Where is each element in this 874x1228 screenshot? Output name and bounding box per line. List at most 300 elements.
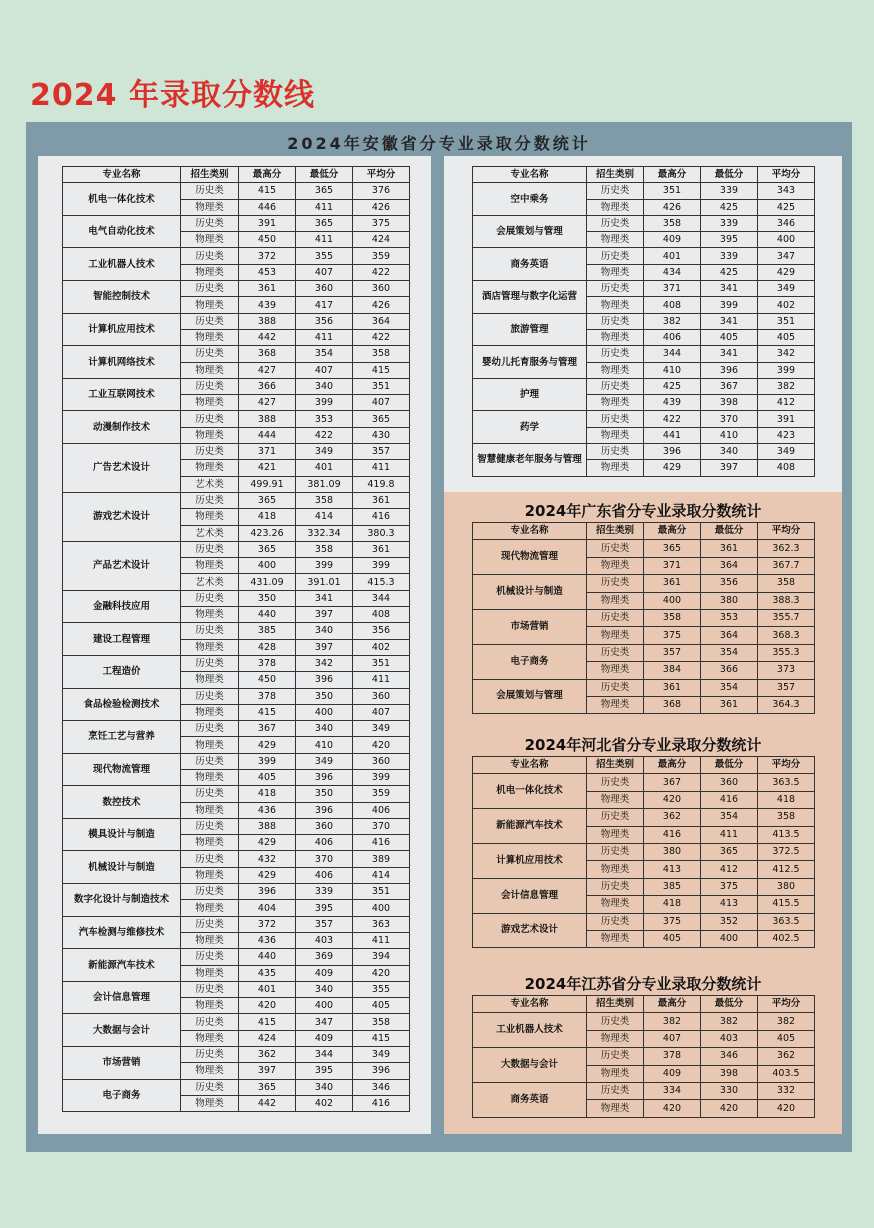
category-cell: 历史类 — [181, 541, 239, 557]
header-row — [473, 996, 815, 1013]
category-cell: 历史类 — [587, 215, 644, 231]
max-score-cell: 388 — [239, 818, 296, 834]
category-cell: 物理类 — [587, 861, 644, 878]
max-score-cell: 362 — [239, 1047, 296, 1063]
table-row — [473, 913, 815, 930]
table-row — [63, 721, 410, 737]
min-score-cell: 399 — [701, 297, 758, 313]
avg-score-cell: 411 — [353, 932, 410, 948]
avg-score-cell: 420 — [353, 965, 410, 981]
category-cell: 历史类 — [587, 774, 644, 791]
min-score-cell: 364 — [701, 557, 758, 574]
avg-score-cell: 355.7 — [758, 609, 815, 626]
table-row — [63, 851, 410, 867]
max-score-cell: 361 — [644, 575, 701, 592]
avg-score-cell: 426 — [353, 297, 410, 313]
max-score-cell: 439 — [644, 395, 701, 411]
min-score-cell: 344 — [296, 1047, 353, 1063]
header-major: 专业名称 — [473, 523, 587, 540]
category-cell: 物理类 — [181, 802, 239, 818]
major-name-cell: 电子商务 — [473, 644, 587, 679]
avg-score-cell: 394 — [353, 949, 410, 965]
category-cell: 物理类 — [587, 297, 644, 313]
avg-score-cell: 363.5 — [758, 774, 815, 791]
category-cell: 物理类 — [181, 509, 239, 525]
max-score-cell: 375 — [644, 627, 701, 644]
avg-score-cell: 358 — [353, 346, 410, 362]
major-name-cell: 计算机应用技术 — [473, 843, 587, 878]
table-row — [63, 655, 410, 671]
major-name-cell: 模具设计与制造 — [63, 818, 181, 851]
category-cell: 历史类 — [181, 1079, 239, 1095]
max-score-cell: 372 — [239, 248, 296, 264]
avg-score-cell: 430 — [353, 427, 410, 443]
major-name-cell: 机电一体化技术 — [63, 183, 181, 216]
max-score-cell: 442 — [239, 1095, 296, 1111]
table-row — [63, 981, 410, 997]
max-score-cell: 334 — [644, 1082, 701, 1099]
table-row — [473, 609, 815, 626]
avg-score-cell: 380.3 — [353, 525, 410, 541]
min-score-cell: 409 — [296, 1030, 353, 1046]
max-score-cell: 413 — [644, 861, 701, 878]
max-score-cell: 409 — [644, 232, 701, 248]
max-score-cell: 378 — [644, 1048, 701, 1065]
min-score-cell: 365 — [296, 183, 353, 199]
avg-score-cell: 359 — [353, 786, 410, 802]
category-cell: 历史类 — [587, 378, 644, 394]
avg-score-cell: 411 — [353, 672, 410, 688]
avg-score-cell: 349 — [353, 1047, 410, 1063]
min-score-cell: 330 — [701, 1082, 758, 1099]
min-score-cell: 346 — [701, 1048, 758, 1065]
max-score-cell: 429 — [644, 460, 701, 476]
category-cell: 历史类 — [587, 809, 644, 826]
min-score-cell: 396 — [296, 672, 353, 688]
category-cell: 历史类 — [587, 281, 644, 297]
max-score-cell: 397 — [239, 1063, 296, 1079]
anhui-left-table — [62, 166, 410, 1112]
table-row — [63, 1014, 410, 1030]
header-major: 专业名称 — [63, 167, 181, 183]
table-row — [63, 786, 410, 802]
table-row — [63, 492, 410, 508]
jiangsu-title: 2024年江苏省分专业录取分数统计 — [524, 975, 762, 993]
category-cell: 物理类 — [181, 900, 239, 916]
category-cell: 历史类 — [587, 878, 644, 895]
avg-score-cell: 418 — [758, 791, 815, 808]
table-row — [473, 411, 815, 427]
min-score-cell: 340 — [296, 1079, 353, 1095]
min-score-cell: 350 — [296, 688, 353, 704]
avg-score-cell: 408 — [758, 460, 815, 476]
avg-score-cell: 402 — [758, 297, 815, 313]
min-score-cell: 410 — [296, 737, 353, 753]
max-score-cell: 396 — [644, 444, 701, 460]
category-cell: 艺术类 — [181, 476, 239, 492]
anhui-title: 2024年安徽省分专业录取分数统计 — [287, 134, 591, 153]
major-name-cell: 大数据与会计 — [473, 1048, 587, 1083]
table-row — [63, 688, 410, 704]
min-score-cell: 425 — [701, 199, 758, 215]
avg-score-cell: 355 — [353, 981, 410, 997]
category-cell: 历史类 — [587, 1082, 644, 1099]
max-score-cell: 420 — [239, 998, 296, 1014]
max-score-cell: 357 — [644, 644, 701, 661]
category-cell: 历史类 — [181, 818, 239, 834]
table-row — [473, 878, 815, 895]
min-score-cell: 398 — [701, 1065, 758, 1082]
avg-score-cell: 359 — [353, 248, 410, 264]
avg-score-cell: 380 — [758, 878, 815, 895]
major-name-cell: 会展策划与管理 — [473, 215, 587, 248]
avg-score-cell: 365 — [353, 411, 410, 427]
header-max: 最高分 — [644, 996, 701, 1013]
category-cell: 历史类 — [587, 644, 644, 661]
min-score-cell: 339 — [701, 183, 758, 199]
min-score-cell: 354 — [701, 679, 758, 696]
min-score-cell: 396 — [296, 802, 353, 818]
min-score-cell: 340 — [296, 378, 353, 394]
min-score-cell: 422 — [296, 427, 353, 443]
avg-score-cell: 406 — [353, 802, 410, 818]
max-score-cell: 378 — [239, 655, 296, 671]
max-score-cell: 426 — [644, 199, 701, 215]
max-score-cell: 365 — [239, 492, 296, 508]
category-cell: 物理类 — [587, 1065, 644, 1082]
major-name-cell: 市场营销 — [473, 609, 587, 644]
max-score-cell: 372 — [239, 916, 296, 932]
category-cell: 历史类 — [587, 843, 644, 860]
avg-score-cell: 429 — [758, 264, 815, 280]
avg-score-cell: 382 — [758, 1013, 815, 1030]
min-score-cell: 411 — [296, 329, 353, 345]
major-name-cell: 智慧健康老年服务与管理 — [473, 444, 587, 477]
min-score-cell: 399 — [296, 395, 353, 411]
min-score-cell: 341 — [296, 590, 353, 606]
category-cell: 历史类 — [181, 916, 239, 932]
avg-score-cell: 332 — [758, 1082, 815, 1099]
min-score-cell: 403 — [296, 932, 353, 948]
major-name-cell: 电子商务 — [63, 1079, 181, 1112]
category-cell: 物理类 — [587, 557, 644, 574]
header-category: 招生类别 — [587, 167, 644, 183]
category-cell: 物理类 — [587, 826, 644, 843]
max-score-cell: 404 — [239, 900, 296, 916]
max-score-cell: 388 — [239, 411, 296, 427]
min-score-cell: 358 — [296, 541, 353, 557]
avg-score-cell: 342 — [758, 346, 815, 362]
max-score-cell: 396 — [239, 884, 296, 900]
min-score-cell: 360 — [296, 281, 353, 297]
major-name-cell: 婴幼儿托育服务与管理 — [473, 346, 587, 379]
min-score-cell: 405 — [701, 329, 758, 345]
min-score-cell: 349 — [296, 753, 353, 769]
max-score-cell: 375 — [644, 913, 701, 930]
table-row — [473, 378, 815, 394]
min-score-cell: 339 — [701, 215, 758, 231]
table-row — [473, 215, 815, 231]
table-row — [63, 541, 410, 557]
page-title: 2024 年录取分数线 — [30, 78, 315, 113]
category-cell: 历史类 — [587, 444, 644, 460]
avg-score-cell: 361 — [353, 541, 410, 557]
category-cell: 历史类 — [181, 313, 239, 329]
min-score-cell: 409 — [296, 965, 353, 981]
avg-score-cell: 407 — [353, 395, 410, 411]
min-score-cell: 361 — [701, 696, 758, 713]
table-row — [473, 540, 815, 557]
min-score-cell: 365 — [701, 843, 758, 860]
category-cell: 历史类 — [587, 313, 644, 329]
min-score-cell: 411 — [296, 232, 353, 248]
category-cell: 历史类 — [181, 884, 239, 900]
category-cell: 历史类 — [181, 444, 239, 460]
max-score-cell: 427 — [239, 362, 296, 378]
max-score-cell: 409 — [644, 1065, 701, 1082]
table-row — [473, 774, 815, 791]
category-cell: 物理类 — [587, 896, 644, 913]
major-name-cell: 食品检验检测技术 — [63, 688, 181, 721]
header-max: 最高分 — [239, 167, 296, 183]
major-name-cell: 数字化设计与制造技术 — [63, 884, 181, 917]
category-cell: 物理类 — [181, 232, 239, 248]
avg-score-cell: 415 — [353, 1030, 410, 1046]
avg-score-cell: 360 — [353, 753, 410, 769]
category-cell: 物理类 — [181, 737, 239, 753]
category-cell: 历史类 — [181, 753, 239, 769]
major-name-cell: 数控技术 — [63, 786, 181, 819]
avg-score-cell: 415.3 — [353, 574, 410, 590]
min-score-cell: 406 — [296, 835, 353, 851]
avg-score-cell: 413.5 — [758, 826, 815, 843]
category-cell: 物理类 — [181, 998, 239, 1014]
max-score-cell: 358 — [644, 609, 701, 626]
avg-score-cell: 358 — [353, 1014, 410, 1030]
table-row — [473, 843, 815, 860]
min-score-cell: 364 — [701, 627, 758, 644]
avg-score-cell: 412.5 — [758, 861, 815, 878]
max-score-cell: 405 — [239, 769, 296, 785]
category-cell: 历史类 — [181, 981, 239, 997]
avg-score-cell: 358 — [758, 809, 815, 826]
max-score-cell: 415 — [239, 183, 296, 199]
min-score-cell: 399 — [296, 558, 353, 574]
header-category: 招生类别 — [181, 167, 239, 183]
category-cell: 物理类 — [181, 362, 239, 378]
avg-score-cell: 363 — [353, 916, 410, 932]
max-score-cell: 371 — [644, 557, 701, 574]
max-score-cell: 422 — [644, 411, 701, 427]
anhui-right-table — [472, 166, 815, 477]
avg-score-cell: 349 — [353, 721, 410, 737]
major-name-cell: 现代物流管理 — [473, 540, 587, 575]
min-score-cell: 412 — [701, 861, 758, 878]
max-score-cell: 499.91 — [239, 476, 296, 492]
table-row — [63, 818, 410, 834]
min-score-cell: 411 — [701, 826, 758, 843]
category-cell: 物理类 — [181, 1030, 239, 1046]
min-score-cell: 366 — [701, 662, 758, 679]
min-score-cell: 381.09 — [296, 476, 353, 492]
category-cell: 物理类 — [181, 329, 239, 345]
avg-score-cell: 370 — [353, 818, 410, 834]
avg-score-cell: 399 — [353, 769, 410, 785]
max-score-cell: 435 — [239, 965, 296, 981]
avg-score-cell: 391 — [758, 411, 815, 427]
category-cell: 物理类 — [181, 297, 239, 313]
max-score-cell: 420 — [644, 791, 701, 808]
max-score-cell: 365 — [239, 1079, 296, 1095]
avg-score-cell: 415.5 — [758, 896, 815, 913]
category-cell: 艺术类 — [181, 574, 239, 590]
category-cell: 物理类 — [181, 395, 239, 411]
major-name-cell: 烹饪工艺与营养 — [63, 721, 181, 754]
min-score-cell: 355 — [296, 248, 353, 264]
avg-score-cell: 351 — [353, 655, 410, 671]
min-score-cell: 397 — [296, 607, 353, 623]
category-cell: 历史类 — [181, 851, 239, 867]
category-cell: 物理类 — [181, 558, 239, 574]
table-row — [63, 346, 410, 362]
avg-score-cell: 403.5 — [758, 1065, 815, 1082]
max-score-cell: 442 — [239, 329, 296, 345]
major-name-cell: 工业互联网技术 — [63, 378, 181, 411]
max-score-cell: 441 — [644, 427, 701, 443]
category-cell: 历史类 — [587, 411, 644, 427]
min-score-cell: 349 — [296, 444, 353, 460]
avg-score-cell: 368.3 — [758, 627, 815, 644]
category-cell: 物理类 — [181, 607, 239, 623]
table-row — [63, 623, 410, 639]
avg-score-cell: 402 — [353, 639, 410, 655]
category-cell: 物理类 — [587, 662, 644, 679]
min-score-cell: 410 — [701, 427, 758, 443]
category-cell: 物理类 — [587, 791, 644, 808]
major-name-cell: 市场营销 — [63, 1047, 181, 1080]
min-score-cell: 353 — [701, 609, 758, 626]
category-cell: 物理类 — [181, 1095, 239, 1111]
avg-score-cell: 367.7 — [758, 557, 815, 574]
max-score-cell: 450 — [239, 672, 296, 688]
category-cell: 历史类 — [181, 378, 239, 394]
max-score-cell: 440 — [239, 949, 296, 965]
table-row — [63, 949, 410, 965]
avg-score-cell: 356 — [353, 623, 410, 639]
category-cell: 物理类 — [181, 427, 239, 443]
min-score-cell: 357 — [296, 916, 353, 932]
min-score-cell: 340 — [296, 623, 353, 639]
avg-score-cell: 389 — [353, 851, 410, 867]
avg-score-cell: 425 — [758, 199, 815, 215]
avg-score-cell: 411 — [353, 460, 410, 476]
min-score-cell: 403 — [701, 1030, 758, 1047]
max-score-cell: 418 — [239, 509, 296, 525]
header-min: 最低分 — [296, 167, 353, 183]
header-row — [63, 167, 410, 183]
major-name-cell: 新能源汽车技术 — [473, 809, 587, 844]
avg-score-cell: 357 — [758, 679, 815, 696]
major-name-cell: 广告艺术设计 — [63, 444, 181, 493]
header-max: 最高分 — [644, 523, 701, 540]
avg-score-cell: 344 — [353, 590, 410, 606]
category-cell: 物理类 — [587, 232, 644, 248]
major-name-cell: 电气自动化技术 — [63, 215, 181, 248]
avg-score-cell: 399 — [353, 558, 410, 574]
category-cell: 物理类 — [181, 835, 239, 851]
max-score-cell: 384 — [644, 662, 701, 679]
table-row — [473, 1048, 815, 1065]
avg-score-cell: 414 — [353, 867, 410, 883]
table-row — [473, 346, 815, 362]
max-score-cell: 361 — [239, 281, 296, 297]
avg-score-cell: 361 — [353, 492, 410, 508]
major-name-cell: 工业机器人技术 — [63, 248, 181, 281]
avg-score-cell: 351 — [758, 313, 815, 329]
major-name-cell: 护理 — [473, 378, 587, 411]
major-name-cell: 工业机器人技术 — [473, 1013, 587, 1048]
category-cell: 物理类 — [587, 1030, 644, 1047]
min-score-cell: 341 — [701, 346, 758, 362]
major-name-cell: 智能控制技术 — [63, 281, 181, 314]
major-name-cell: 会展策划与管理 — [473, 679, 587, 714]
min-score-cell: 380 — [701, 592, 758, 609]
table-row — [473, 183, 815, 199]
category-cell: 历史类 — [181, 248, 239, 264]
hebei-table — [472, 756, 815, 948]
header-avg: 平均分 — [758, 996, 815, 1013]
max-score-cell: 378 — [239, 688, 296, 704]
category-cell: 物理类 — [587, 930, 644, 947]
avg-score-cell: 375 — [353, 215, 410, 231]
table-row — [473, 281, 815, 297]
category-cell: 历史类 — [181, 183, 239, 199]
avg-score-cell: 405 — [758, 329, 815, 345]
avg-score-cell: 423 — [758, 427, 815, 443]
major-name-cell: 新能源汽车技术 — [63, 949, 181, 982]
category-cell: 历史类 — [587, 540, 644, 557]
major-name-cell: 机械设计与制造 — [63, 851, 181, 884]
avg-score-cell: 400 — [758, 232, 815, 248]
avg-score-cell: 362 — [758, 1048, 815, 1065]
major-name-cell: 游戏艺术设计 — [473, 913, 587, 948]
major-name-cell: 动漫制作技术 — [63, 411, 181, 444]
category-cell: 历史类 — [181, 1014, 239, 1030]
hebei-title: 2024年河北省分专业录取分数统计 — [524, 736, 762, 754]
major-name-cell: 计算机网络技术 — [63, 346, 181, 379]
max-score-cell: 361 — [644, 679, 701, 696]
max-score-cell: 416 — [644, 826, 701, 843]
min-score-cell: 398 — [701, 395, 758, 411]
header-major: 专业名称 — [473, 757, 587, 774]
category-cell: 物理类 — [587, 329, 644, 345]
avg-score-cell: 373 — [758, 662, 815, 679]
category-cell: 物理类 — [587, 395, 644, 411]
max-score-cell: 399 — [239, 753, 296, 769]
header-row — [473, 757, 815, 774]
min-score-cell: 354 — [701, 809, 758, 826]
category-cell: 物理类 — [181, 932, 239, 948]
max-score-cell: 385 — [239, 623, 296, 639]
min-score-cell: 400 — [296, 998, 353, 1014]
category-cell: 物理类 — [587, 696, 644, 713]
category-cell: 物理类 — [181, 1063, 239, 1079]
major-name-cell: 建设工程管理 — [63, 623, 181, 656]
table-row — [473, 313, 815, 329]
category-cell: 物理类 — [181, 704, 239, 720]
category-cell: 物理类 — [181, 672, 239, 688]
avg-score-cell: 346 — [353, 1079, 410, 1095]
